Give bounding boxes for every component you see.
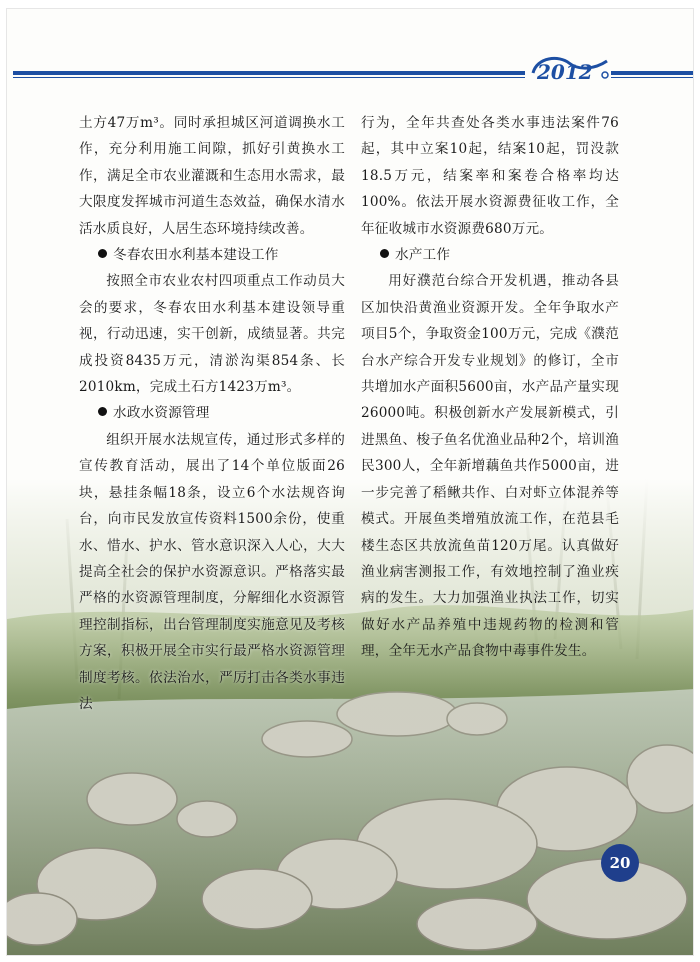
year-logo [529,51,611,87]
left-paragraph-2: 按照全市农业农村四项重点工作动员大会的要求，冬春农田水利基本建设领导重视，行动迅速，实干创新，成绩显著。共完成投资8435万元，清淤沟渠854条、长2010km，完成土石方1423万m³。 [79,273,345,396]
bullet-dot-icon [98,407,107,416]
header-rule [13,71,525,75]
right-heading-1-text: 水产工作 [395,247,451,264]
right-paragraph-1: 行为，全年共查处各类水事违法案件76起，其中立案10起，结案10起，罚没款18.5万元，结案率和案卷合格率均达100%。依法开展水资源费征收工作，全年征收城市水资源费680万元。 [361,115,619,237]
header-rule-right [611,71,693,75]
left-paragraph-3: 组织开展水法规宣传，通过形式多样的宣传教育活动，展出了14个单位版面26块，悬挂条幅18条，设立6个水法规咨询台，向市民发放宣传资料1500余份，使重水、惜水、护水、管水意识深入人心，大大提高全社会的保护水资源意识。严格落实最严格的水资源管理制度，分解细化水资源管理控制指标，出台管理制度实施意见及考核方案，积极开展全市实行最严格水资源管理制度考核。依法治水，严厉打击各类水事违法 [79,431,345,712]
header-rule-right-thin [611,77,693,78]
left-column [79,110,345,717]
left-heading-2-text: 水政水资源管理 [113,405,210,422]
bullet-dot-icon [98,249,107,258]
right-heading-1 [361,242,619,268]
header-rule-thin [13,77,525,78]
right-column [361,110,619,665]
left-heading-1 [79,242,345,268]
logo-text: 2012 [537,60,593,84]
right-paragraph-2: 用好濮范台综合开发机遇，推动各县区加快沿黄渔业资源开发。全年争取水产项目5个，争取资金100万元，完成《濮范台水产综合开发专业规划》的修订，全市共增加水产面积5600亩，水产品产量实现26000吨。积极创新水产发展新模式，引进黑鱼、梭子鱼名优渔业品种2个，培训渔民300人，全年新增藕鱼共作5000亩，进一步完善了稻鳅共作、白对虾立体混养等模式。开展鱼类增殖放流工作，在范县毛楼生态区共放流鱼苗120万尾。认真做好渔业病害测报工作，有效地控制了渔业疾病的发生。大力加强渔业执法工作，切实做好水产品养殖中违规药物的检测和管理，全年无水产品食物中毒事件发生。 [361,273,619,660]
bullet-dot-icon [380,249,389,258]
page-number: 20 [601,844,639,882]
left-paragraph-1: 土方47万m³。同时承担城区河道调换水工作，充分利用施工间隙，抓好引黄换水工作，满足全市农业灌溉和生态用水需求，最大限度发挥城市河道生态效益，确保水清水活水质良好，人居生态环境持续改善。 [79,115,345,237]
left-heading-1-text: 冬春农田水利基本建设工作 [113,247,279,264]
magazine-page [6,8,694,956]
left-heading-2 [79,400,345,426]
